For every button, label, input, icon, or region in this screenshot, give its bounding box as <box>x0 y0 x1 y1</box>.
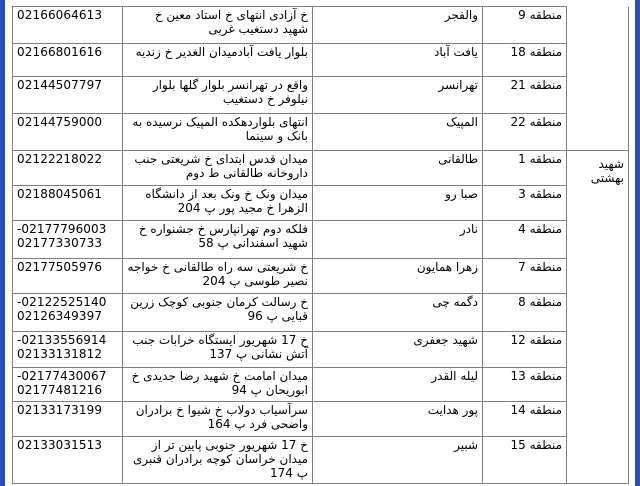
center-name-cell: شهید جعفری <box>313 332 483 368</box>
left-border-bar <box>0 0 5 486</box>
phone-cell <box>13 368 123 402</box>
table-row <box>13 77 629 114</box>
phone-cell <box>13 221 123 259</box>
address-cell: خ آزادی انتهای خ استاد معین خ شهید دستغیب غربی <box>123 7 313 44</box>
phone-cell: 02133031513 <box>13 437 123 484</box>
center-name-cell: پور هدایت <box>313 402 483 437</box>
region-cell: منطقه 22 <box>483 114 567 151</box>
address-cell: واقع در تهرانسر بلوار گلها بلوار نیلوفر خ دستغیب <box>123 77 313 114</box>
address-cell: میدان امامت خ شهید رضا جدیدی خ ابوریحان پ 94 <box>123 368 313 402</box>
phone-cell: 02144507797 <box>13 77 123 114</box>
center-name-cell: نادر <box>313 221 483 259</box>
table-row <box>13 221 629 259</box>
table-row <box>13 259 629 294</box>
table-row <box>13 437 629 484</box>
phone-cell <box>13 294 123 332</box>
region-cell: منطقه 21 <box>483 77 567 114</box>
district-cell <box>567 151 629 484</box>
address-cell: خ 17 شهریور ایستگاه خرابات جنب آتش نشانی پ 137 <box>123 332 313 368</box>
district-cell <box>567 7 629 44</box>
phone-cell: 02177505976 <box>13 259 123 294</box>
table-row <box>13 368 629 402</box>
center-name-cell: والفجر <box>313 7 483 44</box>
center-name-cell: المپیک <box>313 114 483 151</box>
phone-cell: 02188045061 <box>13 186 123 221</box>
phone-line: -02122525140 <box>17 295 107 309</box>
phone-line: -02177430067 <box>17 369 107 383</box>
center-name-cell: لیله القدر <box>313 368 483 402</box>
region-cell: منطقه 4 <box>483 221 567 259</box>
phone-line: -02177796003 <box>17 222 107 236</box>
table-row <box>13 294 629 332</box>
table-row <box>13 332 629 368</box>
address-cell: میدان ونک خ ونک بعد از دانشگاه الزهرا خ مجید پور پ 204 <box>123 186 313 221</box>
center-name-cell: یافت آباد <box>313 44 483 77</box>
region-cell: منطقه 7 <box>483 259 567 294</box>
phone-cell: 02166801616 <box>13 44 123 77</box>
address-cell: بلوار یافت آبادمیدان الغدیر خ زندیه <box>123 44 313 77</box>
address-cell: خ شریعتی سه راه طالقانی خ خواجه نصیر طوسی پ 204 <box>123 259 313 294</box>
phone-line: 02126349397 <box>17 309 103 323</box>
table-row <box>13 114 629 151</box>
table-row <box>13 402 629 437</box>
region-cell: منطقه 9 <box>483 7 567 44</box>
phone-line: 02133131812 <box>17 347 103 361</box>
phone-cell: 02144759000 <box>13 114 123 151</box>
address-cell: میدان قدس ابتدای خ شریعتی جنب داروخانه طالقانی ط دوم <box>123 151 313 186</box>
district-cell <box>567 114 629 151</box>
center-name-cell: شبیر <box>313 437 483 484</box>
address-cell: خ رسالت کرمان جنوبی کوچک زرین قبایی پ 96 <box>123 294 313 332</box>
center-name-cell: طالقانی <box>313 151 483 186</box>
address-cell: انتهای بلواردهکده المپیک نرسیده به بانک و سینما <box>123 114 313 151</box>
center-name-cell: زهرا همایون <box>313 259 483 294</box>
table-row <box>13 151 629 186</box>
district-cell <box>567 44 629 77</box>
table-row <box>13 44 629 77</box>
phone-cell: 02166064613 <box>13 7 123 44</box>
phone-line: 02177330733 <box>17 236 103 250</box>
region-cell: منطقه 12 <box>483 332 567 368</box>
region-cell: منطقه 8 <box>483 294 567 332</box>
centers-table <box>12 6 629 484</box>
table-row <box>13 186 629 221</box>
address-cell: خ 17 شهریور جنوبی پایین تر از میدان خراسان کوچه برادران قنبری پ 174 <box>123 437 313 484</box>
district-cell <box>567 77 629 114</box>
right-border-bar <box>635 0 640 486</box>
region-cell: منطقه 13 <box>483 368 567 402</box>
region-cell: منطقه 15 <box>483 437 567 484</box>
region-cell: منطقه 14 <box>483 402 567 437</box>
address-cell: سرآسیاب دولاب خ شیوا خ برادران واضحی فرد پ 164 <box>123 402 313 437</box>
address-cell: فلکه دوم تهرانپارس خ جشنواره خ شهید اسفندانی پ 58 <box>123 221 313 259</box>
phone-cell <box>13 332 123 368</box>
region-cell: منطقه 18 <box>483 44 567 77</box>
phone-cell: 02133173199 <box>13 402 123 437</box>
phone-cell: 02122218022 <box>13 151 123 186</box>
region-cell: منطقه 1 <box>483 151 567 186</box>
center-name-cell: دگمه چی <box>313 294 483 332</box>
region-cell: منطقه 3 <box>483 186 567 221</box>
center-name-cell: صبا رو <box>313 186 483 221</box>
phone-line: 02177481216 <box>17 383 103 397</box>
phone-line: -02133556914 <box>17 333 107 347</box>
center-name-cell: تهرانسر <box>313 77 483 114</box>
district-name: شهید بهشتی <box>590 157 624 185</box>
table-row <box>13 7 629 44</box>
